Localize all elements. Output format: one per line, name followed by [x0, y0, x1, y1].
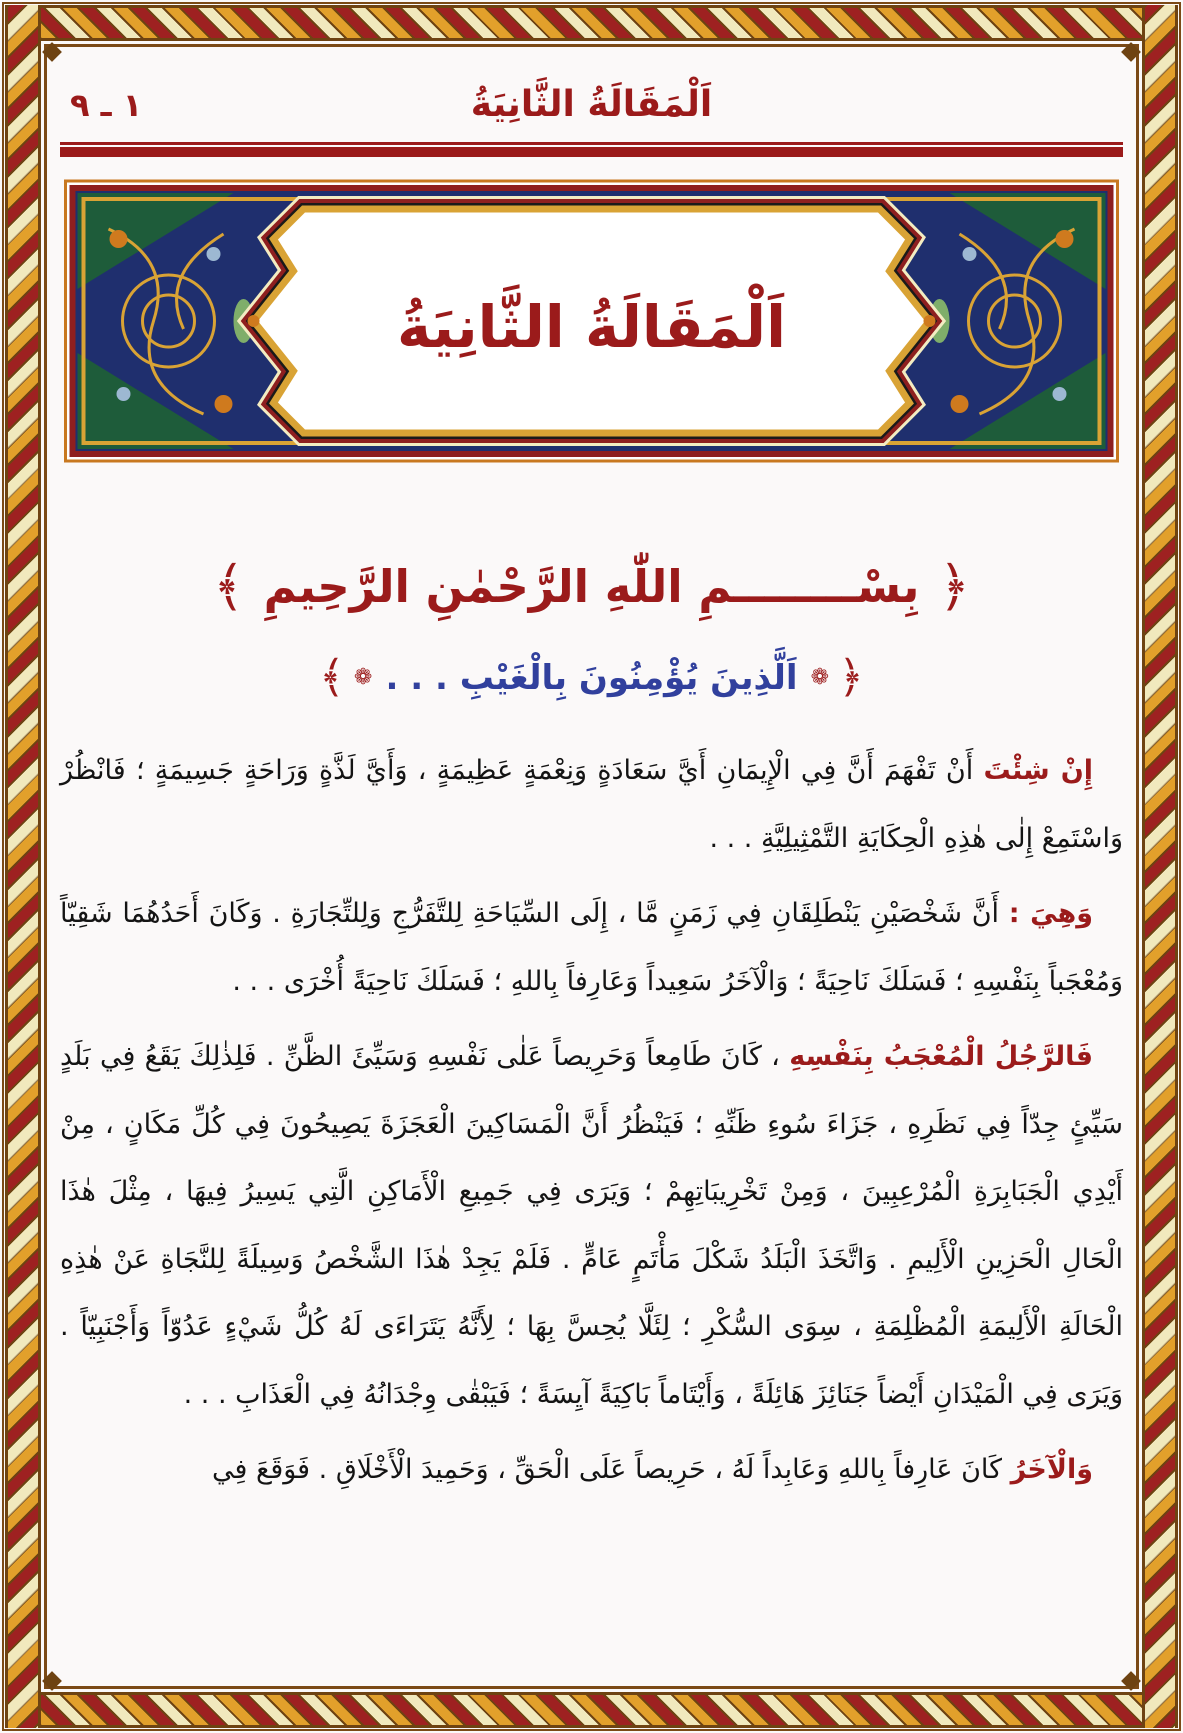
chain-border-left: [5, 5, 41, 1728]
page-content: [60, 46, 1123, 1687]
double-rule-divider: [60, 142, 1123, 157]
corner-finial-icon: [1121, 42, 1141, 62]
ornate-bracket-open-icon: ﴿: [938, 555, 971, 618]
corner-finial-icon: [42, 42, 62, 62]
verse-text: اَلَّذِينَ يُؤْمِنُونَ بِالْغَيْبِ . . .: [385, 657, 798, 698]
paragraph-body: كَانَ عَارِفاً بِاللهِ وَعَابِداً لَهُ ، حَرِيصاً عَلَى الْحَقِّ ، وَحَمِيدَ الْأَخْلَاقِ . فَوَقَعَ فِي: [211, 1454, 1011, 1485]
panel-title: اَلْمَقَالَةُ الثَّانِيَةُ: [397, 293, 786, 361]
verse-bracket-close-icon: ﴾: [319, 652, 345, 703]
arabesque-panel-graphic: [60, 179, 1123, 463]
ornate-bracket-close-icon: ﴾: [212, 555, 245, 618]
paragraph: [60, 1436, 1123, 1504]
body-text: [60, 737, 1123, 1504]
running-head: [60, 78, 1123, 132]
paragraph-lead: وَهِيَ :: [1008, 898, 1093, 929]
flower-dot-icon: [924, 315, 936, 327]
paragraph: [60, 737, 1123, 872]
flower-dot-icon: [248, 315, 260, 327]
paragraph-lead: وَالْآخَرُ: [1010, 1454, 1093, 1485]
basmala: [60, 555, 1123, 618]
paragraph-lead: فَالرَّجُلُ الْمُعْجَبُ بِنَفْسِهِ: [789, 1041, 1094, 1072]
paragraph-body: أَنْ تَفْهَمَ أَنَّ فِي الْإِيمَانِ أَيَّ سَعَادَةٍ وَنِعْمَةٍ عَظِيمَةٍ ، وَأَيَّ لَذَّةٍ وَرَاحَةٍ جَسِيمَةٍ ؛ فَانْظُرْ وَاسْتَمِعْ إِلٰى هٰذِهِ الْحِكَايَةِ التَّمْثِيلِيَّةِ . . .: [60, 755, 1123, 854]
paragraph-lead: إِنْ شِئْتَ: [983, 755, 1094, 786]
page-number: ١ ـ ٩: [70, 86, 143, 124]
paragraph-body: أَنَّ شَخْصَيْنِ يَنْطَلِقَانِ فِي زَمَنٍ مَّا ، إِلَى السِّيَاحَةِ لِلتَّفَرُّجِ وَلِلتِّجَارَةِ . وَكَانَ أَحَدُهُمَا شَقِيّاً وَمُعْجَباً بِنَفْسِهِ ؛ فَسَلَكَ نَاحِيَةً ؛ وَالْآخَرُ سَعِيداً وَعَارِفاً بِاللهِ ؛ فَسَلَكَ نَاحِيَةً أُخْرَى . . .: [60, 898, 1123, 997]
chain-border-right: [1142, 5, 1178, 1728]
page-title: اَلْمَقَالَةُ الثَّانِيَةُ: [470, 84, 713, 125]
verse: [60, 652, 1123, 703]
rosette-icon: ❁: [810, 665, 830, 690]
verse-bracket-open-icon: ﴿: [838, 652, 864, 703]
paragraph-body: ، كَانَ طَامِعاً وَحَرِيصاً عَلٰى نَفْسِهِ وَسَيِّئَ الظَّنِّ . فَلِذٰلِكَ يَقَعُ فِي بَلَدٍ سَيِّئٍ جِدّاً فِي نَظَرِهِ ، جَزَاءَ سُوءِ ظَنِّهِ ؛ فَيَنْظُرُ أَنَّ الْمَسَاكِينَ الْعَجَزَةَ يَصِيحُونَ فِي كُلِّ مَكَانٍ ، مِنْ أَيْدِي الْجَبَابِرَةِ الْمُرْعِبِينَ ، وَمِنْ تَخْرِيبَاتِهِمْ ؛ وَيَرَى فِي جَمِيعِ الْأَمَاكِنِ الَّتِي يَسِيرُ فِيهَا ، مِثْلَ هٰذَا الْحَالِ الْحَزِينِ الْأَلِيمِ . وَاتَّخَذَ الْبَلَدُ شَكْلَ مَأْتَمٍ عَامٍّ . فَلَمْ يَجِدْ هٰذَا الشَّخْصُ وَسِيلَةً لِلنَّجَاةِ عَنْ هٰذِهِ الْحَالَةِ الْأَلِيمَةِ الْمُظْلِمَةِ ، سِوَى السُّكْرِ ؛ لِئَلَّا يُحِسَّ بِهَا ؛ لِأَنَّهُ يَتَرَاءَى لَهُ كُلُّ شَيْءٍ عَدُوّاً وَأَجْنَبِيّاً . وَيَرَى فِي الْمَيْدَانِ أَيْضاً جَنَائِزَ هَائِلَةً ، وَأَيْتَاماً بَاكِيَةً آيِسَةً ؛ فَيَبْقٰى وِجْدَانُهُ فِي الْعَذَابِ . . .: [60, 1041, 1123, 1410]
paragraph: [60, 1023, 1123, 1428]
chain-border-bottom: [5, 1692, 1178, 1728]
rosette-icon: ❁: [353, 665, 373, 690]
basmala-text: بِسْــــــــمِ اللّٰهِ الرَّحْمٰنِ الرَّحِيمِ: [263, 560, 920, 613]
corner-finial-icon: [42, 1671, 62, 1691]
corner-finial-icon: [1121, 1671, 1141, 1691]
ornamental-header-panel: [60, 179, 1123, 463]
chain-border-top: [5, 5, 1178, 41]
paragraph: [60, 880, 1123, 1015]
